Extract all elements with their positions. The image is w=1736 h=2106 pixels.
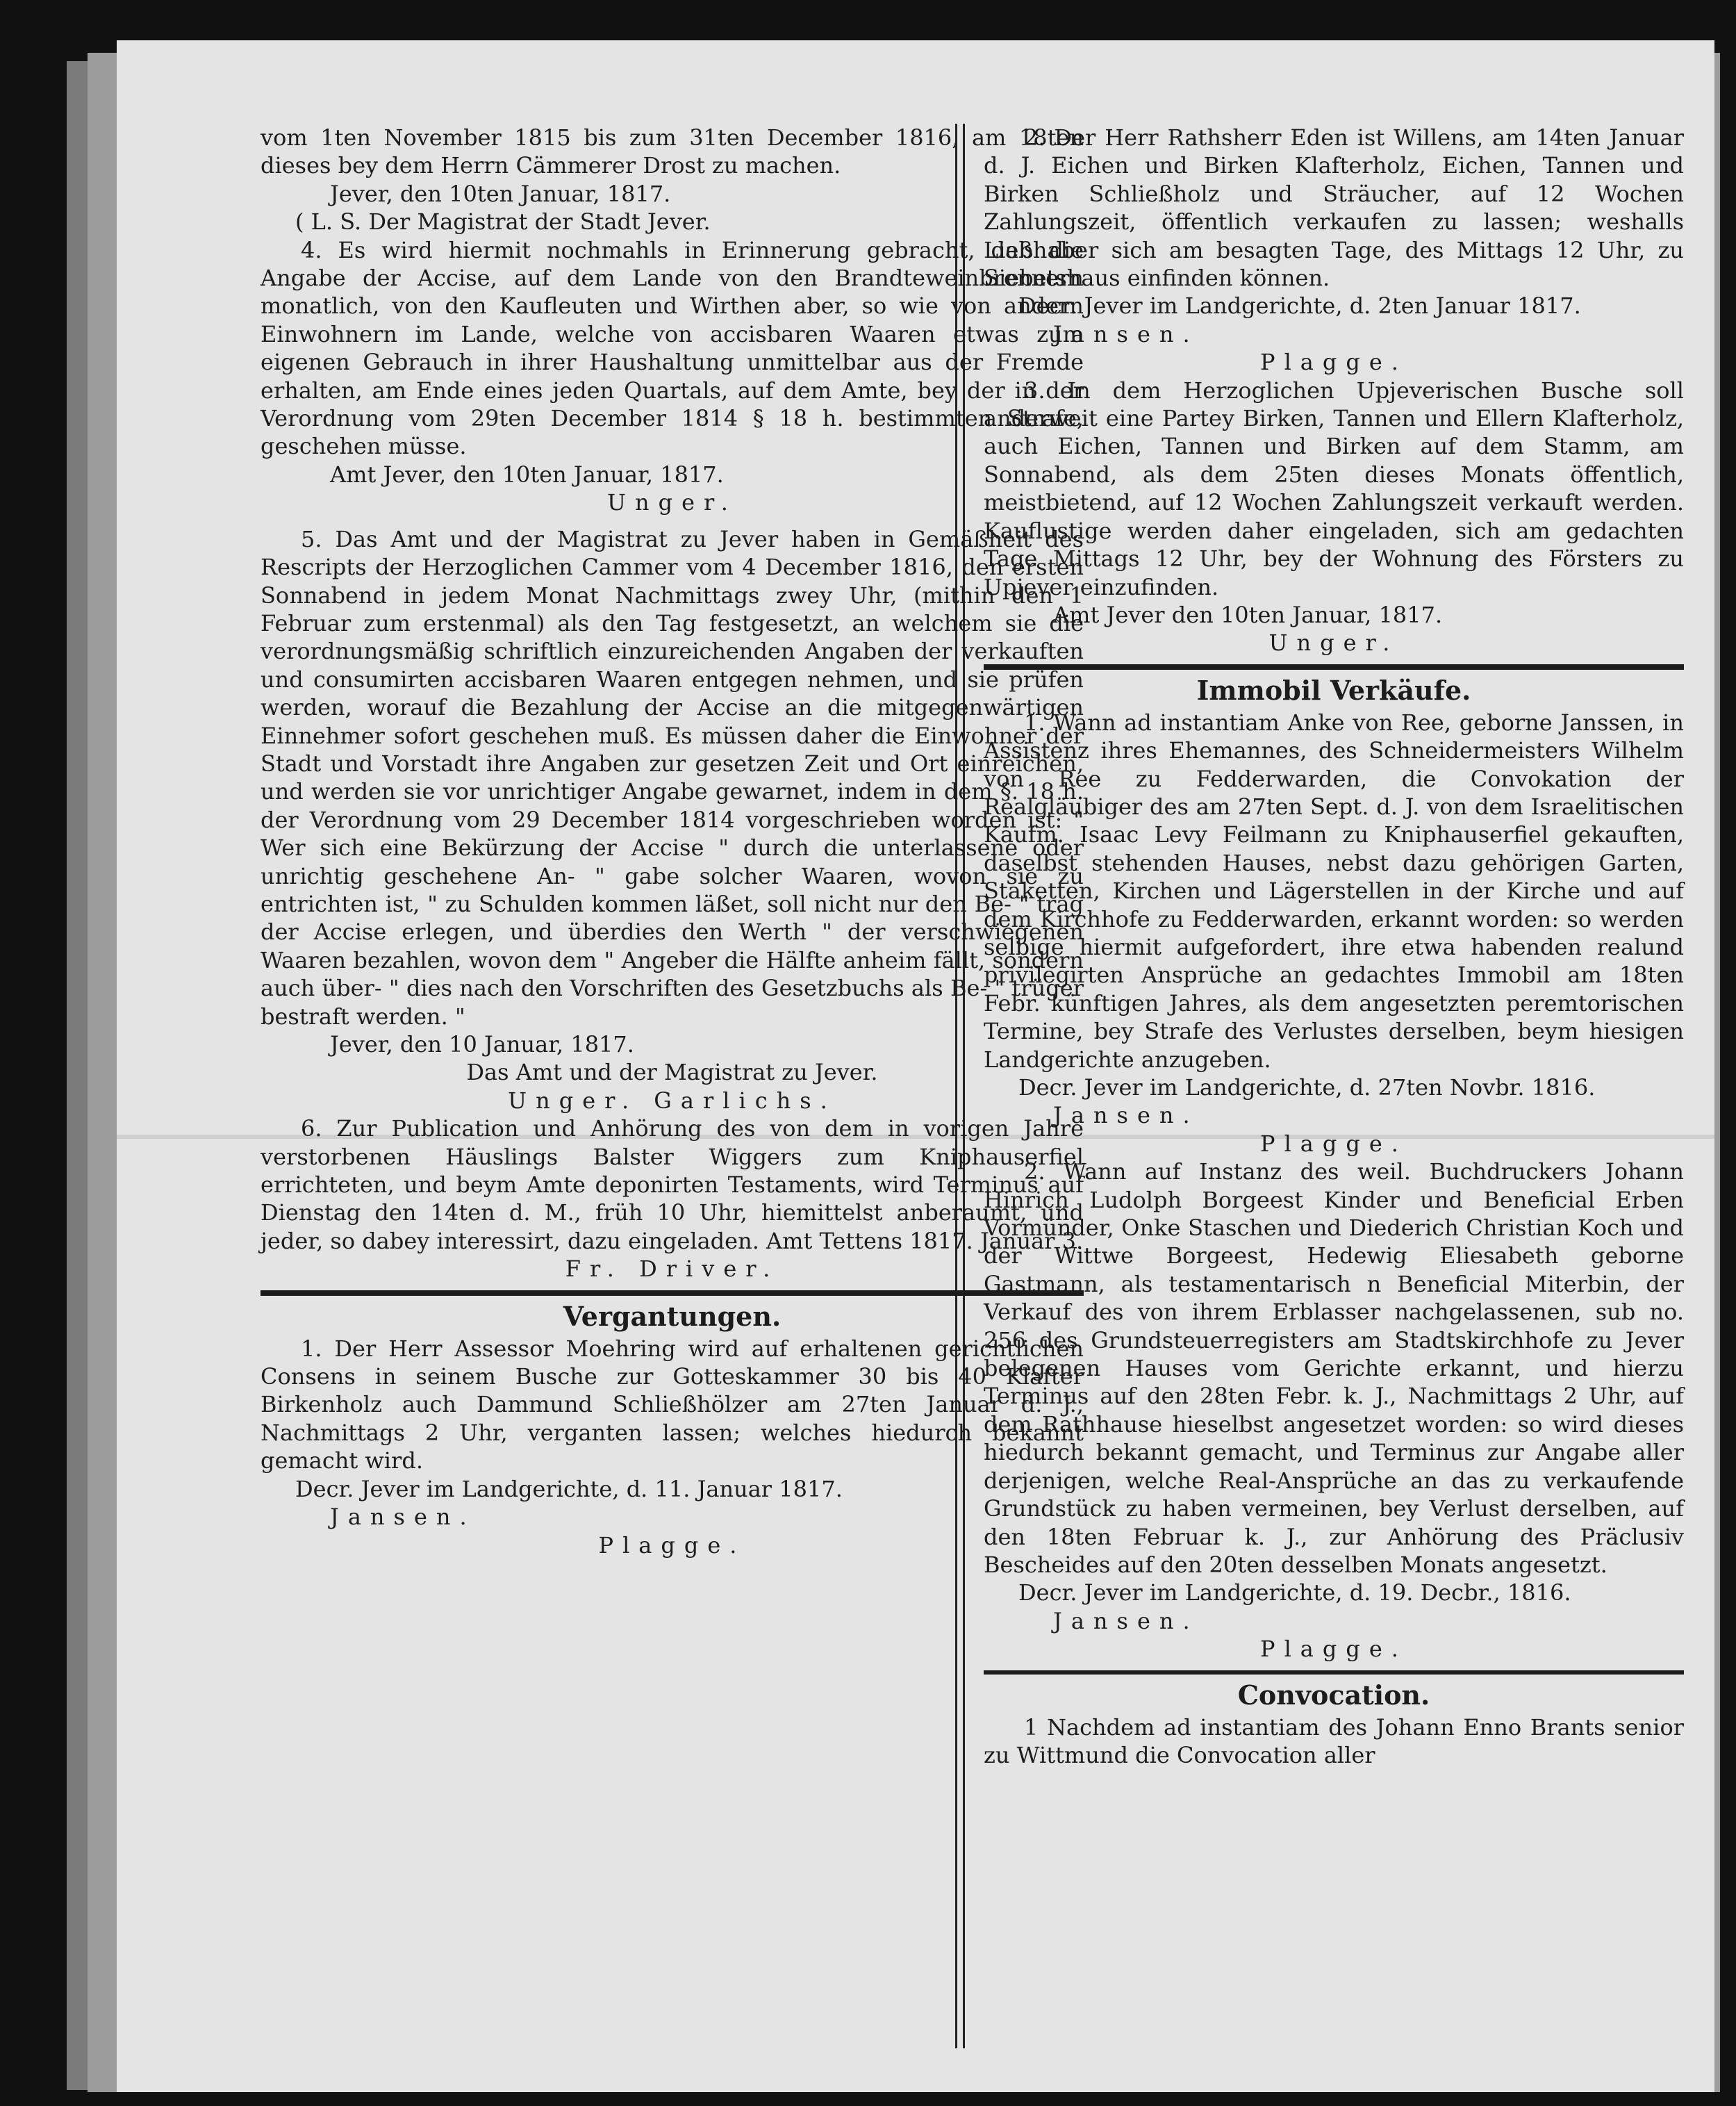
auction-1: 1. Der Herr Assessor Moehring wird auf erhaltenen gerichtlichen Consens in seinem Busche zur Gotteskammer 30 bis 40 Klafter Birkenholz auch Dammund Schließhölzer am 27ten Januar d. J., Nachmittags 2 Uhr, verganten lassen; welches hiedurch bekannt gemacht wird. bbox=[261, 1335, 1084, 1474]
notice-4: 4. Es wird hiermit nochmahls in Erinnerung gebracht, daß die Angabe der Accise, auf dem Lande von den Brandteweinbrennern monatlich, von den Kaufleuten und Wirthen aber, so wie von andern Einwohnern im Lande, welche von accisbaren Waaren etwas zum eigenen Gebrauch in ihrer Haushaltung unmittelbar aus der Fremde erhalten, am Ende eines jeden Quartals, auf dem Amte, bey der in der Verordnung vom 29ten December 1814 § 18 h. bestimmten Strafe, geschehen müsse. bbox=[261, 236, 1084, 460]
notice-4-signature: Unger. bbox=[607, 489, 737, 516]
auction-3-signature: Unger. bbox=[1268, 630, 1399, 657]
section-heading-convocation: Convocation. bbox=[1237, 1679, 1430, 1711]
auction-2: 2. Der Herr Rathsherr Eden ist Willens, am 14ten Januar d. J. Eichen und Birken Klafterholz, Eichen, Tannen und Birken Schließholz und Sträucher, auf 12 Wochen Zahlungszeit, öffentlich verkaufen zu lassen; weshalls Liebhaber sich am besagten Tage, des Mittags 12 Uhr, zu Siebetshaus einfinden können. bbox=[984, 124, 1684, 292]
auction-3-place-date: Amt Jever den 10ten Januar, 1817. bbox=[1053, 601, 1443, 628]
auction-3: 3. In dem Herzoglichen Upjeverischen Busche soll anderweit eine Partey Birken, Tannen und Ellern Klafterholz, auch Eichen, Tannen und Birken auf dem Stamm, am Sonnabend, als dem 25ten dieses Monats öffentlich, meistbietend, auf 12 Wochen Zahlungszeit verkauft werden. Kauflustige werden daher eingeladen, sich am gedachten Tage Mittags 12 Uhr, bey der Wohnung des Försters zu Upjever einzufinden. bbox=[984, 377, 1684, 600]
property-sale-1-signature-2: Plagge. bbox=[1260, 1130, 1407, 1157]
notice-4-place-date: Amt Jever, den 10ten Januar, 1817. bbox=[330, 461, 724, 488]
notice-5-signature: Unger. Garlichs. bbox=[508, 1087, 836, 1114]
section-rule bbox=[261, 1290, 1084, 1296]
property-sale-2-place-date: Decr. Jever im Landgerichte, d. 19. Decbr., 1816. bbox=[1018, 1579, 1571, 1606]
section-rule bbox=[984, 1670, 1684, 1675]
auction-2-signature: Jansen. bbox=[1053, 320, 1199, 347]
auction-2-place-date: Decr. Jever im Landgerichte, d. 2ten Januar 1817. bbox=[1018, 293, 1581, 320]
auction-1-signature-2: Plagge. bbox=[598, 1531, 746, 1558]
property-sale-2-signature-2: Plagge. bbox=[1260, 1636, 1407, 1663]
property-sale-2-signature: Jansen. bbox=[1053, 1607, 1199, 1634]
left-column bbox=[261, 124, 1084, 1559]
auction-1-signature: Jansen. bbox=[330, 1504, 476, 1531]
property-sale-1: 1. Wann ad instantiam Anke von Ree, geborne Janssen, in Assistenz ihres Ehemannes, des Schneidermeisters Wilhelm von Ree zu Fedderwarden, die Convokation der Realgläubiger des am 27ten Sept. d. J. von dem Israelitischen Kaufm. Isaac Levy Feilmann zu Kniphauserfiel gekauften, daselbst stehenden Hauses, nebst dazu gehörigen Garten, Staketten, Kirchen und Lägerstellen in der Kirche und auf dem Kirchhofe zu Fedderwarden, erkannt worden: so werden selbige hiermit aufgefordert, ihre etwa habenden realund privilegirten Ansprüche an gedachtes Immobil am 18ten Febr. künftigen Jahres, als dem angesetzten peremtorischen Termine, bey Strafe des Verlustes derselben, beym hiesigen Landgerichte anzugeben. bbox=[984, 709, 1684, 1073]
property-sale-1-place-date: Decr. Jever im Landgerichte, d. 27ten Novbr. 1816. bbox=[1018, 1074, 1596, 1101]
auction-2-signature-2: Plagge. bbox=[1260, 349, 1407, 376]
notice-place-date: Jever, den 10ten Januar, 1817. bbox=[330, 180, 671, 207]
notice-5-authority: Das Amt und der Magistrat zu Jever. bbox=[466, 1059, 878, 1086]
notice-signature: ( L. S. Der Magistrat der Stadt Jever. bbox=[295, 208, 711, 236]
property-sale-1-signature: Jansen. bbox=[1053, 1102, 1199, 1129]
right-column bbox=[984, 124, 1684, 1769]
newspaper-page bbox=[117, 40, 1714, 2092]
section-rule bbox=[984, 664, 1684, 670]
notice-6: 6. Zur Publication und Anhörung des von dem in vorigen Jahre verstorbenen Häuslings Balster Wiggers zum Kniphauserfiel errichteten, und beym Amte deponirten Testaments, wird Terminus auf Dienstag den 14ten d. M., früh 10 Uhr, hiemittelst anberaumt, und jeder, so dabey interessirt, dazu eingeladen. Amt Tettens 1817. Januar 3. bbox=[261, 1115, 1084, 1254]
notice-5: 5. Das Amt und der Magistrat zu Jever haben in Gemäßheit des Rescripts der Herzoglichen Cammer vom 4 December 1816, den ersten Sonnabend in jedem Monat Nachmittags zwey Uhr, (mithin den 1 Februar zum erstenmal) als den Tag festgesetzt, an welchem sie die verordnungsmäßig schriftlich einzureichenden Angaben der verkauften und consumirten accisbaren Waaren entgegen nehmen, und sie prüfen werden, worauf die Bezahlung der Accise an die mitgegenwärtigen Einnehmer sofort geschehen muß. Es müssen daher die Einwohner der Stadt und Vorstadt ihre Angaben zur gesetzen Zeit und Ort einreichen, und werden sie vor unrichtiger Angabe gewarnet, indem in dem §. 18 h. der Verordnung vom 29 December 1814 vorgeschrieben worden ist: " Wer sich eine Bekürzung der Accise " durch die unterlassene oder unrichtig geschehene An- " gabe solcher Waaren, wovon sie zu entrichten ist, " zu Schulden kommen läßet, soll nicht nur den Be- " trag der Accise erlegen, und überdies den Werth " der verschwiegenen Waaren bezahlen, wovon dem " Angeber die Hälfte anheim fällt, sondern auch über- " dies nach den Vorschriften des Gesetzbuchs als Be- " trüger bestraft werden. " bbox=[261, 525, 1084, 1030]
convocation-1: 1 Nachdem ad instantiam des Johann Enno Brants senior zu Wittmund die Convocation aller bbox=[984, 1713, 1684, 1768]
notice-5-place-date: Jever, den 10 Januar, 1817. bbox=[330, 1031, 634, 1058]
continued-notice: vom 1ten November 1815 bis zum 31ten December 1816, am 18ten dieses bey dem Herrn Cämmerer Drost zu machen. bbox=[261, 124, 1084, 179]
property-sale-2: 2. Wann auf Instanz des weil. Buchdruckers Johann Hinrich Ludolph Borgeest Kinder und Beneficial Erben Vormünder, Onke Staschen und Diederich Christian Koch und der Wittwe Borgeest, Hedewig Eliesabeth geborne Gastmann, als testamentarisch n Beneficial Miterbin, der Verkauf des von ihrem Erblasser nachgelassenen, sub no. 256 des Grundsteuerregisters am Stadtskirchhofe zu Jever belegenen Hauses vom Gerichte erkannt, und hierzu Terminus auf den 28ten Febr. k. J., Nachmittags 2 Uhr, auf dem Rathhause hieselbst angesetzet worden: so wird dieses hiedurch bekannt gemacht, und Terminus zur Angabe aller derjenigen, welche Real-Ansprüche an das zu verkaufende Grundstück zu haben vermeinen, bey Verlust derselben, auf den 18ten Februar k. J., zur Anhörung des Präclusiv Bescheides auf den 20ten desselben Monats angesetzt. bbox=[984, 1158, 1684, 1578]
auction-1-place-date: Decr. Jever im Landgerichte, d. 11. Januar 1817. bbox=[295, 1475, 843, 1502]
section-heading-vergantungen: Vergantungen. bbox=[563, 1300, 782, 1332]
section-heading-immobil: Immobil Verkäufe. bbox=[1196, 674, 1471, 706]
notice-6-signature: Fr. Driver. bbox=[565, 1256, 779, 1283]
